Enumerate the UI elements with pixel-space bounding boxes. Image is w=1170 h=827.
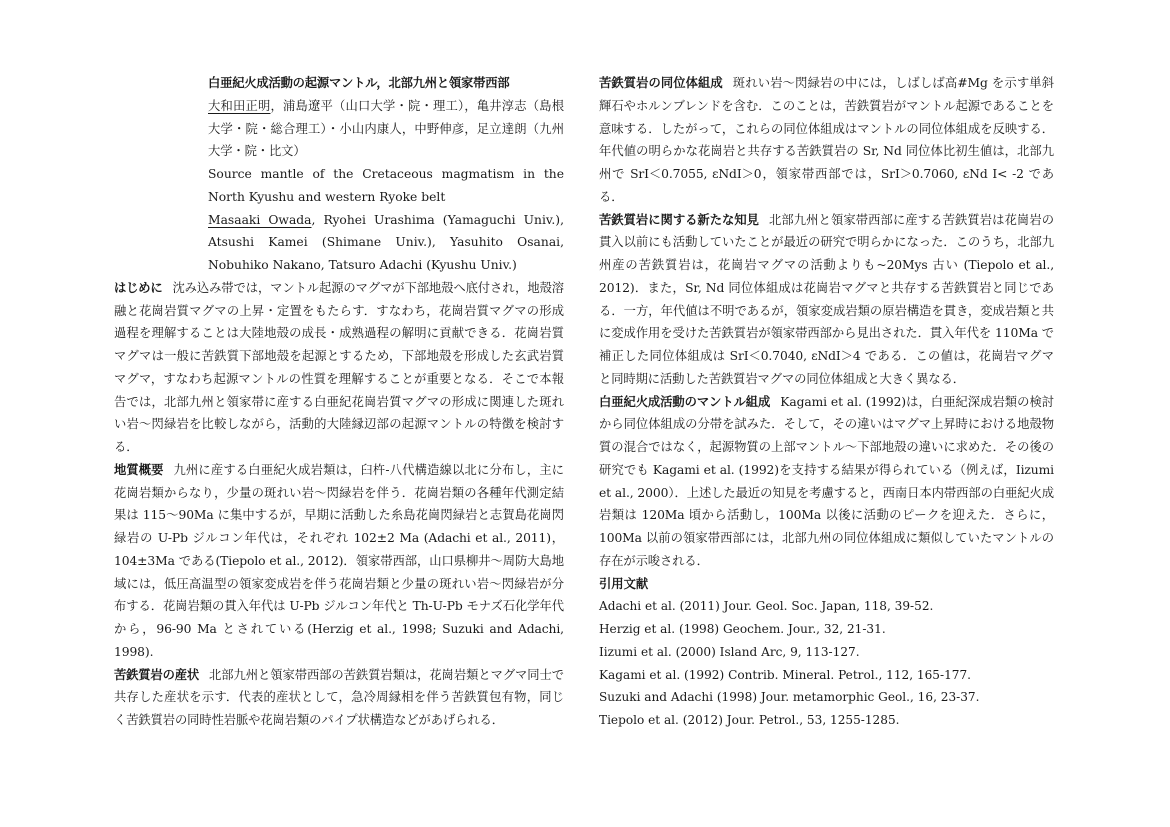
- section-text-isotope: 斑れい岩～閃緑岩の中には，しばしば高#Mg を示す単斜輝石やホルンブレンドを含む．このことは，苦鉄質岩がマントル起源であることを意味する．したがって，これらの同位体組成はマントルの同位体組成を反映する．年代値の明らかな花崗岩と共存する苦鉄質岩の Sr, Nd 同位体比初生値は，北部九州で SrI＜0.7055, εNdI＞0，領家帯西部では，SrI＞0.7060, εNd I< -2 である．: [599, 76, 1054, 204]
- authors-ja: [208, 95, 564, 163]
- section-text-mantle: Kagami et al. (1992)は，白亜紀深成岩類の検討から同位体組成の分帯を試みた．そして，その違いはマグマ上昇時における地殻物質の混合ではなく，起源物質の上部マントル～下部地殻の違いに求めた．その後の研究でも Kagami et al. (1992)を支持する結果が得られている（例えば，Iizumi et al., 2000）．上述した最近の知見を考慮すると，西南日本内帯西部の白亜紀火成岩類は 120Ma 頃から活動し，100Ma 以後に活動のピークを迎えた．さらに， 100Ma 以前の領家帯西部には，北部九州の同位体組成に類似していたマントルの存在が示唆される．: [599, 394, 1054, 568]
- section-isotope: [599, 72, 1054, 209]
- section-heading-mode: 苦鉄質岩の産状: [114, 667, 199, 682]
- section-text-new: 北部九州と領家帯西部に産する苦鉄質岩は花崗岩の貫入以前にも活動していたことが最近の研究で明らかになった．このうち，北部九州産の苦鉄質岩は，花崗岩マグマの活動よりも~20Mys 古い (Tiepolo et al., 2012)．また，Sr, Nd 同位体組成は花崗岩マグマと共存する苦鉄質岩と同じである．一方，年代値は不明であるが，領家変成岩類の原岩構造を貫き，変成岩類と共に変成作用を受けた苦鉄質岩が領家帯西部から見出された．貫入年代を 110Ma で補正した同位体組成は SrI＜0.7040, εNdI＞4 である．この値は，花崗岩マグマと同時期に活動した苦鉄質岩マグマの同位体組成と大きく異なる．: [599, 212, 1054, 386]
- section-heading-isotope: 苦鉄質岩の同位体組成: [599, 76, 723, 90]
- section-geology: [114, 459, 564, 664]
- section-text-mode: 北部九州と領家帯西部の苦鉄質岩類は，花崗岩類とマグマ同士で共存した産状を示す．代表的産状として，急冷周縁相を伴う苦鉄質包有物，同じく苦鉄質岩の同時性岩脈や花崗岩類のパイプ状構造などがあげられる．: [114, 667, 564, 727]
- presenter-en: Masaaki Owada: [208, 212, 312, 227]
- section-mode: [114, 664, 564, 732]
- title-en: Source mantle of the Cretaceous magmatism in the North Kyushu and western Ryoke belt: [208, 167, 564, 204]
- section-mantle: [599, 391, 1054, 573]
- reference-item: Tiepolo et al. (2012) Jour. Petrol., 53, 1255-1285.: [599, 713, 900, 727]
- reference-item: Adachi et al. (2011) Jour. Geol. Soc. Japan, 118, 39-52.: [599, 599, 934, 614]
- authors-en-rest: , Ryohei Urashima (Yamaguchi Univ.), Atsushi Kamei (Shimane Univ.), Yasuhito Osanai, Nobuhiko Nakano, Tatsuro Adachi (Kyushu Univ.): [208, 212, 564, 272]
- section-heading-intro: はじめに: [114, 280, 163, 295]
- presenter-ja: 大和田正明: [208, 98, 271, 113]
- section-intro: [114, 277, 564, 459]
- section-heading-geology: 地質概要: [114, 462, 164, 477]
- references-heading: 引用文献: [599, 576, 649, 591]
- section-text-geology: 九州に産する白亜紀火成岩類は，臼杵-八代構造線以北に分布し，主に花崗岩類からなり，少量の斑れい岩～閃緑岩を伴う．花崗岩類の各種年代測定結果は 115～90Ma に集中するが，早期に活動した糸島花崗閃緑岩と志賀島花崗閃緑岩の U-Pb ジルコン年代は，それぞれ 102±2 Ma (Adachi et al., 2011)，104±3Ma である(Tiepolo et al., 2012)．領家帯西部，山口県柳井～周防大島地域には，低圧高温型の領家変成岩を伴う花崗岩類と少量の斑れい岩～閃緑岩が分布する．花崗岩類の貫入年代は U-Pb ジルコン年代と Th-U-Pb モナズ石化学年代から，96-90 Ma とされている(Herzig et al., 1998; Suzuki and Adachi, 1998).: [114, 462, 564, 659]
- reference-item: Kagami et al. (1992) Contrib. Mineral. Petrol., 112, 165-177.: [599, 667, 972, 682]
- reference-list: [599, 595, 1054, 732]
- reference-item: Iizumi et al. (2000) Island Arc, 9, 113-127.: [599, 644, 860, 659]
- section-new: [599, 209, 1054, 391]
- section-heading-mantle: 白亜紀火成活動のマントル組成: [599, 394, 771, 409]
- reference-item: Suzuki and Adachi (1998) Jour. metamorphic Geol., 16, 23-37.: [599, 690, 980, 705]
- section-text-intro: 沈み込み帯では，マントル起源のマグマが下部地殻へ底付され，地殻溶融と花崗岩質マグマの上昇・定置をもたらす．すなわち，花崗岩質マグマの形成過程を理解することは大陸地殻の成長・成熟過程の解明に貢献できる．花崗岩質マグマは一般に苦鉄質下部地殻を起源とするため，下部地殻を形成した玄武岩質マグマ，すなわち起源マントルの性質を理解することが重要となる．そこで本報告では，北部九州と領家帯に産する白亜紀花崗岩質マグマの形成に関連した斑れい岩～閃緑岩を比較しながら，活動的大陸縁辺部の起源マントルの特徴を検討する．: [114, 280, 564, 454]
- section-heading-new: 苦鉄質岩に関する新たな知見: [599, 212, 759, 227]
- authors-ja-rest: ，浦島遼平（山口大学・院・理工），亀井淳志（島根大学・院・総合理工）・小山内康人，中野伸彦，足立達朗（九州大学・院・比文）: [208, 98, 564, 159]
- left-column: [114, 72, 564, 732]
- authors-en: [208, 209, 564, 277]
- abstract-header: [208, 72, 564, 277]
- reference-item: Herzig et al. (1998) Geochem. Jour., 32, 21-31.: [599, 622, 886, 636]
- title-ja: 白亜紀火成活動の起源マントル，北部九州と領家帯西部: [208, 76, 510, 90]
- right-column: [599, 72, 1054, 732]
